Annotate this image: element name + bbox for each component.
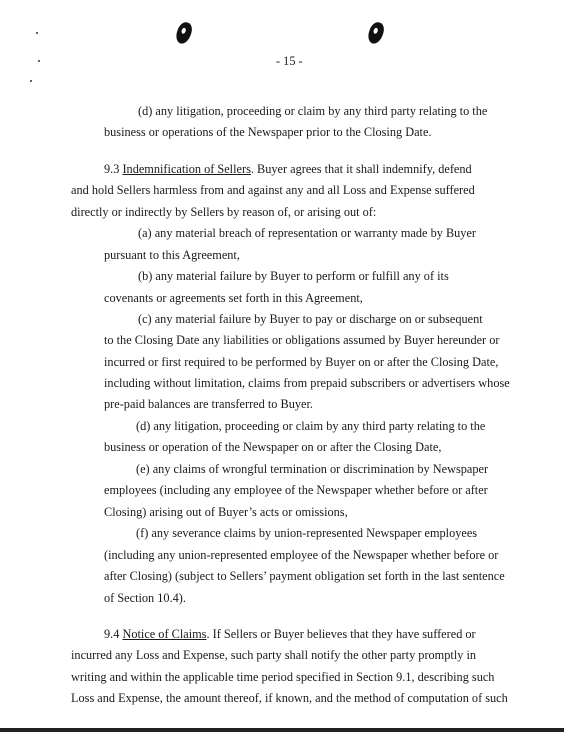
text-line: and hold Sellers harmless from and against any and all Loss and Expense suffered [71,183,475,197]
scan-bottom-edge [0,728,564,732]
page-number: - 15 - [276,54,303,68]
text-line: (f) any severance claims by union-represented Newspaper employees [136,526,478,540]
text-line: after Closing) (subject to Sellers’ payment obligation set forth in the last sentence [104,569,505,583]
text-line: pursuant to this Agreement, [104,248,240,262]
section-number: 9.4 [104,627,120,641]
section-title: Indemnification of Sellers [122,162,251,176]
text-line: (a) any material breach of representation or warranty made by Buyer [138,226,477,240]
text-line: business or operations of the Newspaper prior to the Closing Date. [104,125,432,139]
text-line: employees (including any employee of the Newspaper whether before or after [104,483,488,497]
hole-punch-mark-left [174,20,194,45]
text-line: directly or indirectly by Sellers by reason of, or arising out of: [71,205,377,219]
section-title: Notice of Claims [122,627,207,641]
text-line: (d) any litigation, proceeding or claim by any third party relating to the [136,419,486,433]
section-heading-line [104,162,472,177]
section-text: . If Sellers or Buyer believes that they have suffered or [206,627,476,641]
margin-speck [36,32,38,34]
text-line: (including any union-represented employee of the Newspaper whether before or [104,548,499,562]
section-number: 9.3 [104,162,120,176]
text-line: Loss and Expense, the amount thereof, if known, and the method of computation of such [71,691,508,705]
margin-speck [30,80,32,82]
margin-speck [38,60,40,62]
text-line: writing and within the applicable time period specified in Section 9.1, describing such [71,670,495,684]
text-line: covenants or agreements set forth in this Agreement, [104,291,363,305]
text-line: Closing) arising out of Buyer’s acts or omissions, [104,505,348,519]
section-heading-line [104,627,476,642]
text-line: incurred or first required to be performed by Buyer on or after the Closing Date, [104,355,499,369]
hole-punch-mark-right [366,20,386,45]
text-line: of Section 10.4). [104,591,186,605]
text-line: (b) any material failure by Buyer to perform or fulfill any of its [138,269,449,283]
text-line: pre-paid balances are transferred to Buyer. [104,397,313,411]
text-line: (e) any claims of wrongful termination or discrimination by Newspaper [136,462,489,476]
text-line: (c) any material failure by Buyer to pay or discharge on or subsequent [138,312,483,326]
text-line: business or operation of the Newspaper on or after the Closing Date, [104,440,442,454]
text-line: including without limitation, claims from prepaid subscribers or advertisers whose [104,376,510,390]
text-line: to the Closing Date any liabilities or obligations assumed by Buyer hereunder or [104,333,500,347]
text-line: incurred any Loss and Expense, such party shall notify the other party promptly in [71,648,477,662]
text-line: (d) any litigation, proceeding or claim by any third party relating to the [138,104,488,118]
section-text: . Buyer agrees that it shall indemnify, defend [250,162,472,176]
